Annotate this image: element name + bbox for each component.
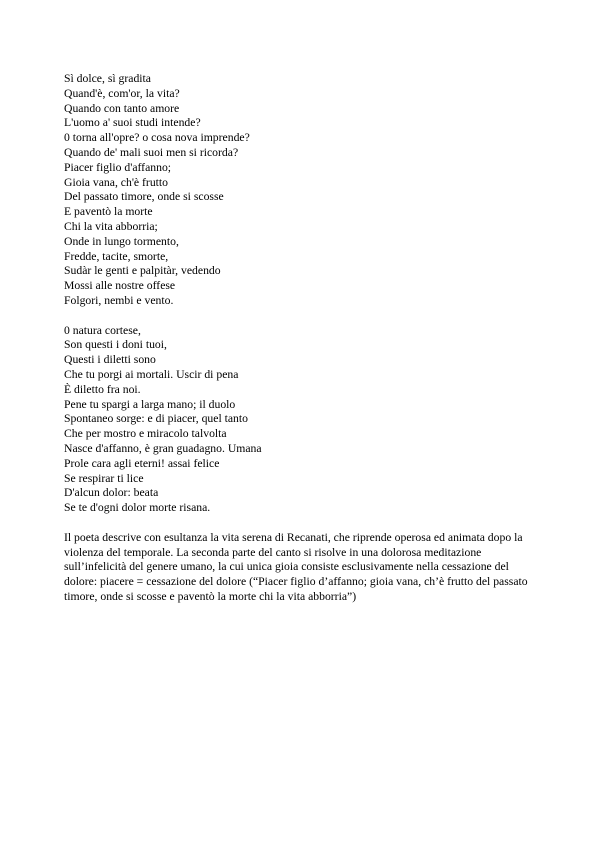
poem-stanza-2	[64, 324, 532, 516]
poem-line: È diletto fra noi.	[64, 382, 141, 396]
poem-line: Piacer figlio d'affanno;	[64, 160, 172, 174]
poem-line: Onde in lungo tormento,	[64, 234, 179, 248]
poem-line: Che per mostro e miracolo talvolta	[64, 427, 227, 441]
poem-line: Fredde, tacite, smorte,	[64, 249, 169, 263]
poem-line: L'uomo a' suoi studi intende?	[64, 116, 201, 130]
poem-line: Sudàr le genti e palpitàr, vedendo	[64, 264, 221, 278]
poem-line: 0 torna all'opre? o cosa nova imprende?	[64, 131, 250, 145]
poem-line: E paventò la morte	[64, 205, 153, 219]
poem-line: Quand'è, com'or, la vita?	[64, 86, 180, 100]
poem-line: Questi i diletti sono	[64, 353, 156, 367]
poem-line: Mossi alle nostre offese	[64, 279, 176, 293]
poem-line: Spontaneo sorge: e di piacer, quel tanto	[64, 412, 248, 426]
poem-line: Quando de' mali suoi men si ricorda?	[64, 145, 239, 159]
poem-line: Quando con tanto amore	[64, 101, 180, 115]
poem-line: 0 natura cortese,	[64, 323, 141, 337]
poem-line: Che tu porgi ai mortali. Uscir di pena	[64, 367, 239, 381]
poem-line: Del passato timore, onde si scosse	[64, 190, 224, 204]
poem-line: Se te d'ogni dolor morte risana.	[64, 501, 211, 515]
poem-line: Chi la vita abborria;	[64, 219, 158, 233]
poem-line: Prole cara agli eterni! assai felice	[64, 456, 220, 470]
commentary-paragraph: Il poeta descrive con esultanza la vita serena di Recanati, che riprende operosa ed animata dopo la violenza del temporale. La seconda parte del canto si risolve in una dolorosa meditazione sull’infelicità del genere umano, la cui unica gioia consiste esclusivamente nella cessazione del dolore: piacere = cessazione del dolore (“Piacer figlio d’affanno; gioia vana, ch’è frutto del passato timore, onde si scosse e paventò la morte chi la vita abborria”)	[64, 530, 528, 603]
poem-line: Folgori, nembi e vento.	[64, 293, 174, 307]
poem-line: Sì dolce, sì gradita	[64, 72, 151, 85]
poem-line: Gioia vana, ch'è frutto	[64, 175, 169, 189]
document-page	[64, 72, 532, 605]
poem-line: Pene tu spargi a larga mano; il duolo	[64, 397, 236, 411]
poem-line: Nasce d'affanno, è gran guadagno. Umana	[64, 441, 262, 455]
poem-line: D'alcun dolor: beata	[64, 486, 159, 500]
poem-line: Se respirar ti lice	[64, 471, 144, 485]
poem-line: Son questi i doni tuoi,	[64, 338, 167, 352]
poem-stanza-1	[64, 72, 532, 309]
